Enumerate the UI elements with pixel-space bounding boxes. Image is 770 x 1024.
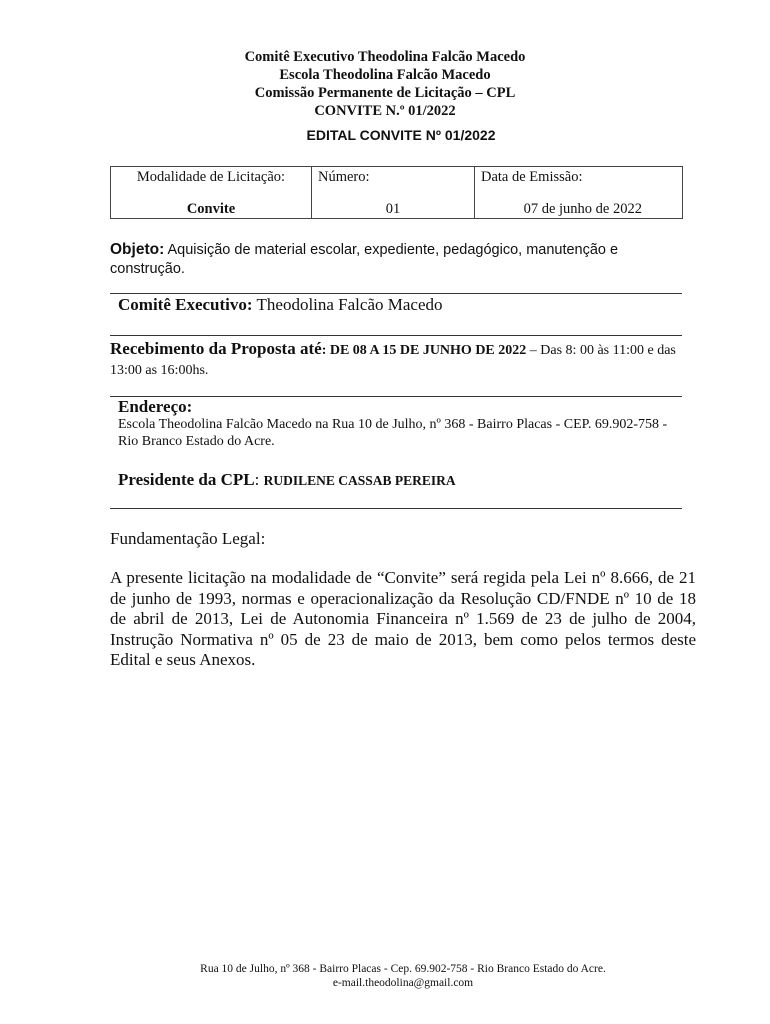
objeto-label: Objeto: <box>110 241 165 258</box>
recebimento-separator: : <box>321 343 327 358</box>
presidente-section <box>118 470 456 490</box>
data-emissao-label: Data de Emissão: <box>481 169 583 185</box>
endereco-label: Endereço: <box>118 397 193 416</box>
divider <box>110 335 682 336</box>
endereco-text: Escola Theodolina Falcão Macedo na Rua 10 de Julho, nº 368 - Bairro Placas - CEP. 69.902-758 - Rio Branco Estado do Acre. <box>118 417 668 449</box>
comite-label: Comitê Executivo: <box>118 295 253 314</box>
info-table <box>110 166 683 219</box>
objeto-text: Aquisição de material escolar, expediente, pedagógico, manutenção e construção. <box>110 242 619 277</box>
footer-address: Rua 10 de Julho, nº 368 - Bairro Placas - Cep. 69.902-758 - Rio Branco Estado do Acre. <box>200 963 606 975</box>
endereco-section <box>118 398 678 450</box>
data-emissao-cell <box>475 167 683 219</box>
numero-value: 01 <box>385 201 401 217</box>
fundamentacao-text: A presente licitação na modalidade de “Convite” será regida pela Lei nº 8.666, de 21 de junho de 1993, normas e operacionalização da Resolução CD/FNDE nº 10 de 18 de abril de 2013, Lei de Autonomia Financeira nº 1.569 de 23 de julho de 2004, Instrução Normativa nº 05 de 23 de maio de 2013, bem como pelos termos deste Edital e seus Anexos. <box>110 568 696 669</box>
modalidade-value: Convite <box>186 201 236 217</box>
comite-section <box>118 295 443 315</box>
comite-value: Theodolina Falcão Macedo <box>256 295 443 314</box>
recebimento-dates: DE 08 A 15 DE JUNHO DE 2022 <box>329 343 527 358</box>
page-footer <box>0 962 770 990</box>
modalidade-label: Modalidade de Licitação: <box>136 169 286 185</box>
data-emissao-value: 07 de junho de 2022 <box>523 201 642 217</box>
divider <box>110 293 682 294</box>
recebimento-section <box>110 339 680 381</box>
edital-title: EDITAL CONVITE Nº 01/2022 <box>306 127 496 143</box>
presidente-separator: : <box>254 470 264 489</box>
divider <box>110 396 682 397</box>
modalidade-cell <box>111 167 312 219</box>
fundamentacao-label: Fundamentação Legal: <box>110 529 266 548</box>
header-convite-number: CONVITE N.º 01/2022 <box>314 103 456 119</box>
recebimento-hours: – Das 8: 00 às 11:00 e das 13:00 as 16:00hs. <box>110 343 676 378</box>
presidente-value: RUDILENE CASSAB PEREIRA <box>263 473 456 488</box>
recebimento-label: Recebimento da Proposta até <box>110 339 322 358</box>
divider <box>110 508 682 509</box>
numero-label: Número: <box>318 169 370 185</box>
footer-email: e-mail.theodolina@gmail.com <box>332 977 474 989</box>
objeto-section <box>110 240 670 279</box>
header-school: Escola Theodolina Falcão Macedo <box>279 67 491 83</box>
document-header <box>0 48 770 120</box>
header-committee: Comitê Executivo Theodolina Falcão Macedo <box>244 49 526 65</box>
numero-cell <box>312 167 475 219</box>
presidente-label: Presidente da CPL <box>118 470 255 489</box>
header-commission: Comissão Permanente de Licitação – CPL <box>254 85 516 101</box>
